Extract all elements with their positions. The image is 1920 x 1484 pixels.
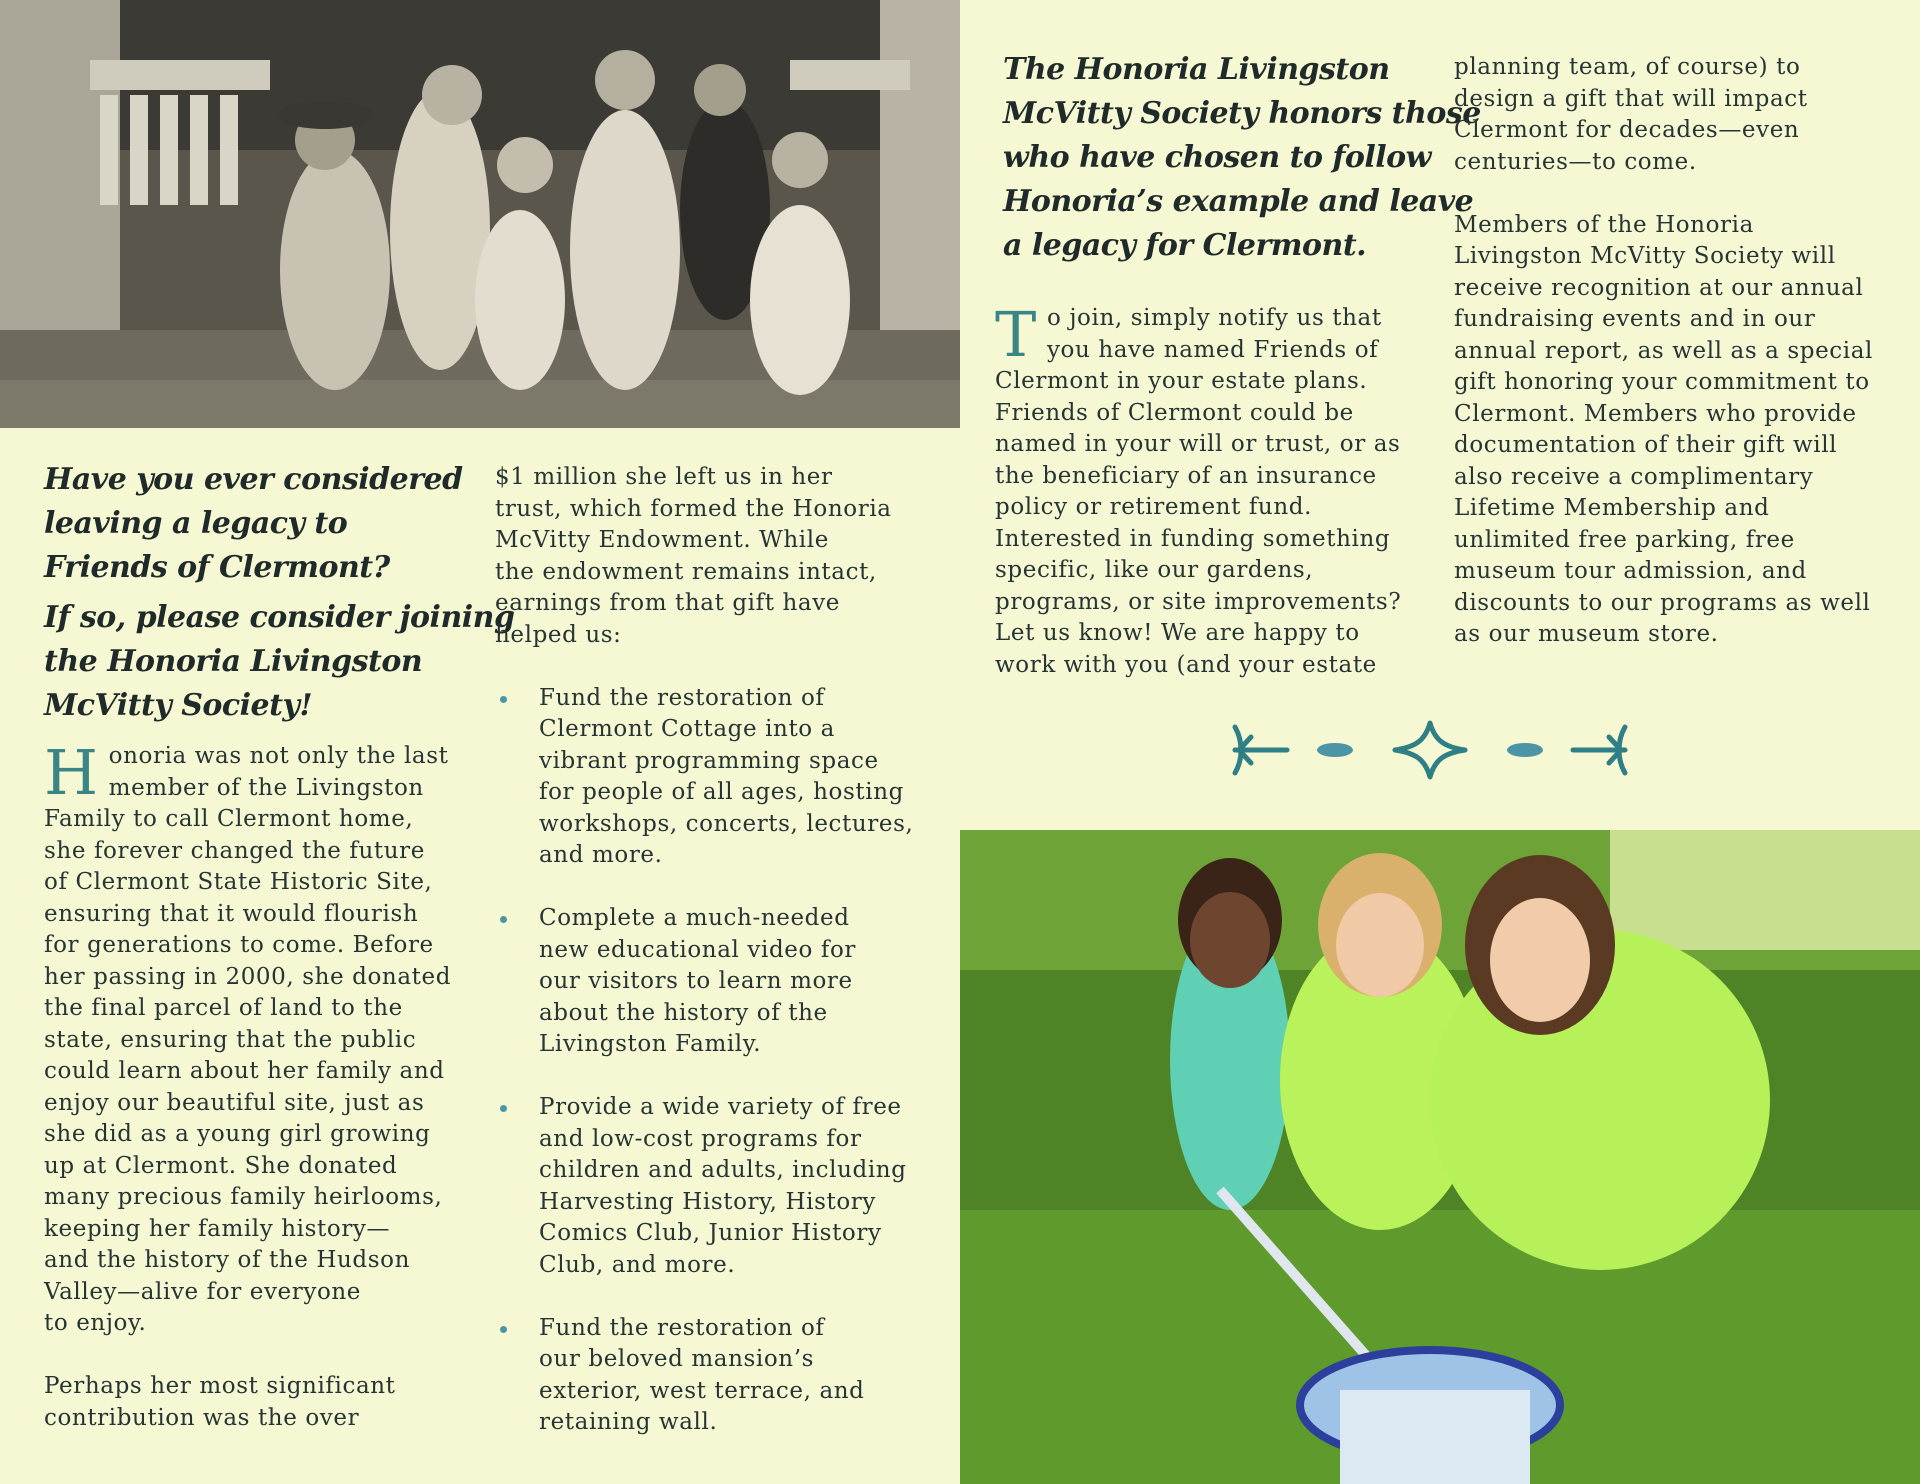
text-line: Clermont. Members who provide (1454, 400, 1857, 427)
text-line: member of the Livingston (108, 774, 424, 801)
text-line: Interested in funding something (995, 525, 1391, 552)
text-line: enjoy our beautiful site, just as (44, 1089, 425, 1116)
text-line: Complete a much-needed (539, 905, 850, 931)
text-line: workshops, concerts, lectures, (539, 810, 914, 837)
text-line: up at Clermont. She donated (44, 1152, 398, 1179)
heading-line: who have chosen to follow (1003, 140, 1431, 175)
text-line: of Clermont State Historic Site, (44, 869, 433, 895)
text-line: she did as a young girl growing (44, 1121, 431, 1147)
text-line: could learn about her family and (44, 1058, 445, 1084)
membership-benefits-paragraph (1454, 52, 1914, 651)
text-line: the final parcel of land to the (44, 995, 403, 1021)
text-line: Valley—alive for everyone (44, 1278, 362, 1305)
text-line: unlimited free parking, free (1454, 526, 1795, 553)
text-line: Lifetime Membership and (1454, 495, 1770, 521)
text-line: Clermont Cottage into a (539, 716, 835, 742)
heading-line: Friends of Clermont? (44, 550, 390, 585)
text-line: Friends of Clermont could be (995, 399, 1354, 426)
text-line: our visitors to learn more (539, 968, 853, 994)
text-line: annual report, as well as a special (1454, 337, 1874, 364)
how-to-join-paragraph (995, 298, 1425, 681)
historic-family-photo (0, 0, 960, 428)
text-line: programs, or site improvements? (995, 588, 1402, 615)
text-line: our beloved mansion’s (539, 1346, 815, 1372)
endowment-uses-list (495, 683, 935, 1439)
heading-line: McVitty Society honors those (1003, 96, 1481, 131)
list-item (495, 903, 935, 1061)
text-line: receive recognition at our annual (1454, 274, 1864, 301)
text-line: gift honoring your commitment to (1454, 369, 1870, 395)
text-line: Members of the Honoria (1454, 211, 1754, 238)
text-line: McVitty Endowment. While (495, 527, 829, 553)
text-line: the endowment remains intact, (495, 558, 877, 585)
text-line: and low-cost programs for (539, 1125, 862, 1152)
text-line: discounts to our programs as well (1454, 589, 1871, 616)
bullet-dot (500, 696, 507, 703)
text-line: about the history of the (539, 999, 828, 1026)
text-line: Clermont for decades—even (1454, 117, 1800, 143)
text-line: her passing in 2000, she donated (44, 963, 452, 990)
text-line: as our museum store. (1454, 621, 1719, 647)
text-line: for generations to come. Before (44, 932, 434, 958)
text-line: helped us: (495, 621, 622, 648)
text-line: many precious family heirlooms, (44, 1184, 443, 1210)
text-line: Club, and more. (539, 1251, 736, 1278)
text-line: trust, which formed the Honoria (495, 495, 892, 522)
text-line: she forever changed the future (44, 837, 425, 864)
text-line: the beneficiary of an insurance (995, 462, 1377, 489)
list-item (495, 1092, 935, 1281)
text-line: and more. (539, 842, 663, 868)
text-line: you have named Friends of (1046, 336, 1379, 363)
join-society-heading (44, 596, 514, 728)
drop-cap-t: T (995, 298, 1037, 371)
text-line: onoria was not only the last (108, 743, 449, 769)
text-line: to enjoy. (44, 1310, 147, 1336)
text-line: children and adults, including (539, 1157, 907, 1183)
heading-line: Honoria’s example and leave (1003, 184, 1474, 219)
society-honors-heading (1003, 48, 1481, 268)
heading-line: leaving a legacy to (44, 506, 348, 541)
text-line: vibrant programming space (539, 747, 879, 774)
legacy-question-heading (44, 458, 463, 590)
text-line: named in your will or trust, or as (995, 431, 1401, 457)
text-line: policy or retirement fund. (995, 494, 1312, 520)
text-line: $1 million she left us in her (495, 464, 833, 490)
text-line: fundraising events and in our (1454, 306, 1816, 332)
list-item (495, 683, 935, 872)
text-line: Clermont in your estate plans. (995, 368, 1368, 394)
decorative-divider (1215, 715, 1645, 785)
bullet-dot (500, 916, 507, 923)
text-line: Livingston McVitty Society will (1454, 243, 1836, 269)
heading-line: McVitty Society! (44, 688, 313, 723)
list-item (495, 1313, 935, 1439)
text-line: contribution was the over (44, 1404, 360, 1431)
text-line: state, ensuring that the public (44, 1026, 417, 1053)
heading-line: a legacy for Clermont. (1003, 228, 1367, 263)
text-line: work with you (and your estate (995, 651, 1377, 678)
text-line: museum tour admission, and (1454, 558, 1807, 584)
text-line: new educational video for (539, 936, 856, 963)
text-line: retaining wall. (539, 1409, 718, 1435)
text-line: exterior, west terrace, and (539, 1377, 865, 1404)
heading-line: Have you ever considered (44, 462, 463, 497)
text-line: Let us know! We are happy to (995, 620, 1360, 646)
bullet-dot (500, 1105, 507, 1112)
endowment-paragraph (495, 462, 935, 1439)
bullet-dot (500, 1326, 507, 1333)
text-line: Harvesting History, History (539, 1188, 876, 1215)
text-line: earnings from that gift have (495, 590, 841, 616)
text-line: Livingston Family. (539, 1031, 762, 1057)
text-line: Perhaps her most significant (44, 1373, 396, 1399)
text-line: also receive a complimentary (1454, 463, 1814, 490)
text-line: ensuring that it would flourish (44, 900, 419, 927)
text-line: specific, like our gardens, (995, 557, 1314, 583)
text-line: documentation of their gift will (1454, 432, 1838, 458)
text-line: keeping her family history— (44, 1215, 391, 1242)
text-line: Family to call Clermont home, (44, 806, 414, 832)
heading-line: If so, please consider joining (44, 600, 515, 635)
text-line: and the history of the Hudson (44, 1247, 411, 1273)
honoria-intro-paragraph (44, 736, 474, 1434)
drop-cap-h: H (44, 736, 99, 809)
text-line: Provide a wide variety of free (539, 1094, 902, 1120)
text-line: Comics Club, Junior History (539, 1220, 882, 1246)
text-line: planning team, of course) to (1454, 54, 1801, 80)
heading-line: the Honoria Livingston (44, 644, 423, 679)
text-line: o join, simply notify us that (1046, 305, 1382, 331)
text-line: Fund the restoration of (539, 684, 825, 711)
heading-line: The Honoria Livingston (1003, 52, 1390, 87)
children-with-net-photo (960, 830, 1920, 1484)
text-line: design a gift that will impact (1454, 85, 1808, 112)
text-line: centuries—to come. (1454, 148, 1697, 175)
text-line: Fund the restoration of (539, 1314, 825, 1341)
text-line: for people of all ages, hosting (539, 779, 904, 805)
